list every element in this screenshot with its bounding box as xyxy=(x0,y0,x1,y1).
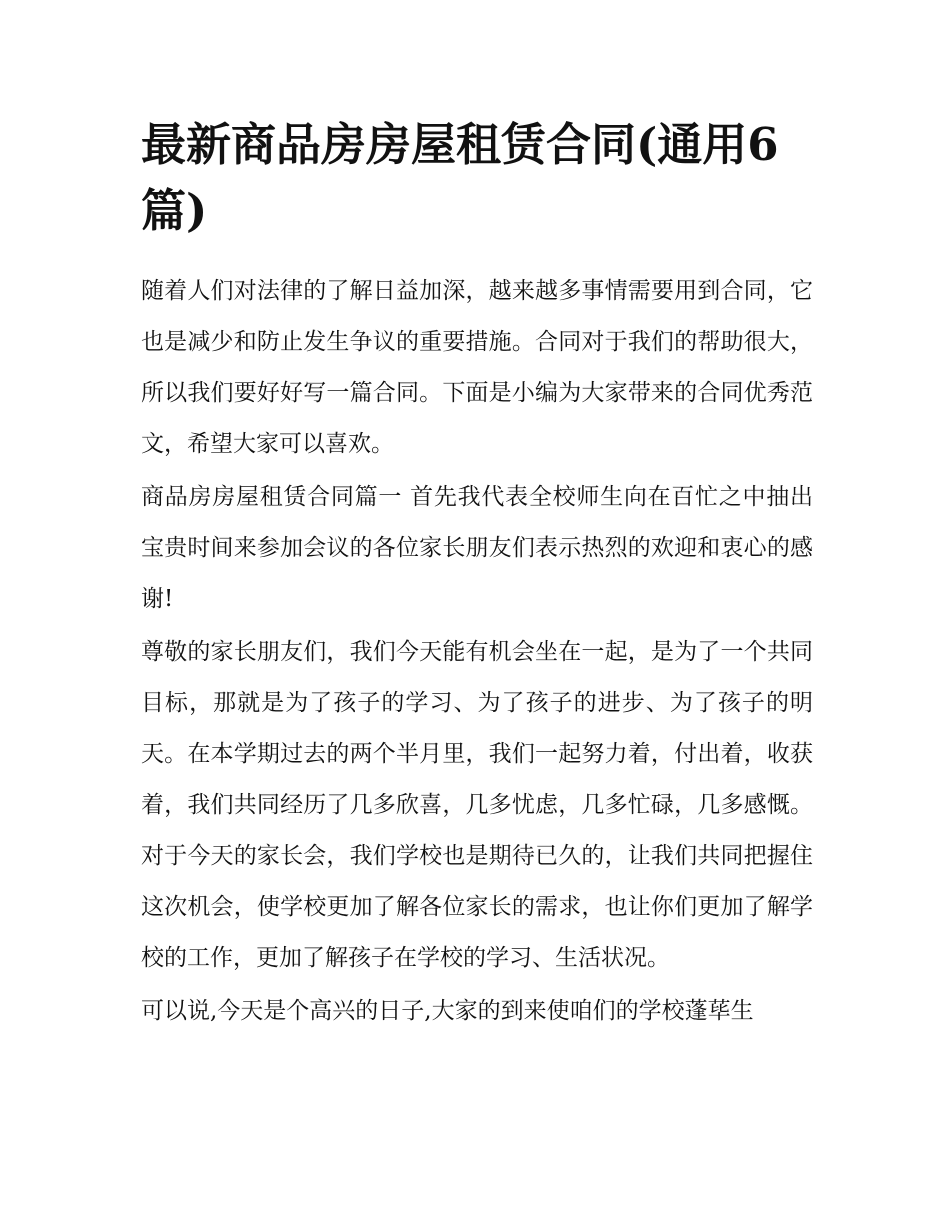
document-title: 最新商品房房屋租赁合同(通用6篇) xyxy=(141,118,779,237)
paragraph-opening: 商品房房屋租赁合同篇一 首先我代表全校师生向在百忙之中抽出宝贵时间来参加会议的各位家长朋友们表示热烈的欢迎和衷心的感谢! xyxy=(141,484,813,612)
paragraph-parents: 尊敬的家长朋友们，我们今天能有机会坐在一起，是为了一个共同目标，那就是为了孩子的学习、为了孩子的进步、为了孩子的明天。在本学期过去的两个半月里，我们一起努力着，付出着，收获着，我们共同经历了几多欣喜，几多忧虑，几多忙碌，几多感慨。对于今天的家长会，我们学校也是期待已久的，让我们共同把握住这次机会，使学校更加了解各位家长的需求，也让你们更加了解学校的工作，更加了解孩子在学校的学习、生活状况。 xyxy=(141,639,813,971)
paragraph-closing: 可以说,今天是个高兴的日子,大家的到来使咱们的学校蓬荜生 xyxy=(141,998,754,1024)
document-page xyxy=(141,112,813,1037)
paragraph-intro: 随着人们对法律的了解日益加深，越来越多事情需要用到合同，它也是减少和防止发生争议的重要措施。合同对于我们的帮助很大，所以我们要好好写一篇合同。下面是小编为大家带来的合同优秀范文，希望大家可以喜欢。 xyxy=(141,278,813,457)
